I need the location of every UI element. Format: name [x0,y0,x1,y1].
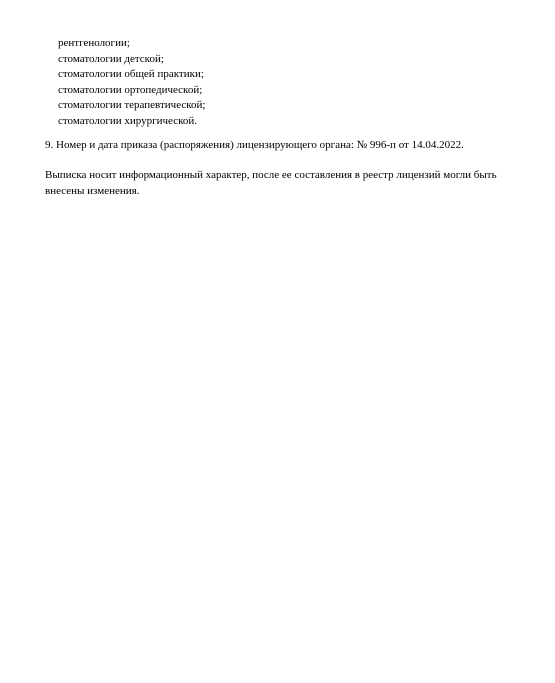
notice-line: внесены изменения. [45,184,140,197]
medical-activities-list [58,36,205,129]
list-item: стоматологии хирургической. [58,114,197,127]
list-item: стоматологии ортопедической; [58,83,203,96]
list-item: рентгенологии; [58,37,130,49]
license-order-paragraph: 9. Номер и дата приказа (распоряжения) лицензирующего органа: № 996-п от 14.04.2022. [45,139,464,151]
list-item: стоматологии терапевтической; [58,99,206,111]
list-item: стоматологии детской; [58,52,164,65]
informational-notice [45,168,540,199]
list-item: стоматологии общей практики; [58,68,204,80]
notice-line: Выписка носит информационный характер, после ее составления в реестр лицензий могли быть [45,169,497,181]
